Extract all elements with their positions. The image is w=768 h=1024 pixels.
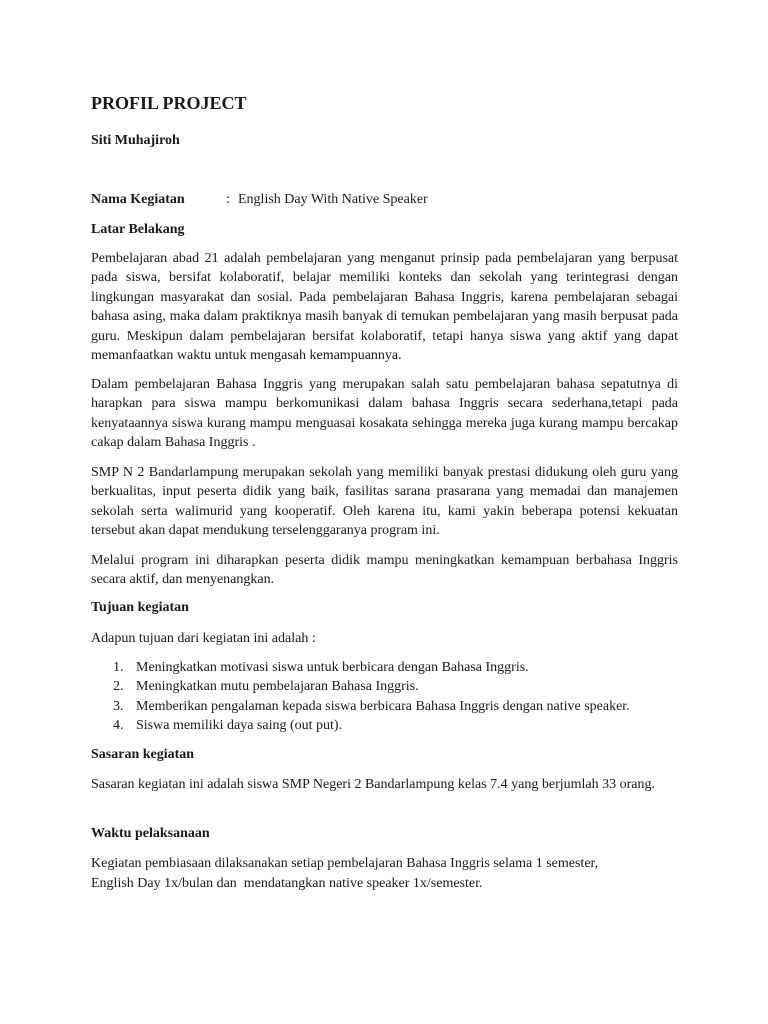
list-item-number: 1. (113, 660, 124, 675)
objectives-heading: Tujuan kegiatan (91, 600, 189, 615)
document-title: PROFIL PROJECT (91, 93, 247, 113)
list-item-text: Meningkatkan mutu pembelajaran Bahasa Inggris. (136, 679, 419, 695)
author-name: Siti Muhajiroh (91, 133, 180, 148)
target-paragraph: Sasaran kegiatan ini adalah siswa SMP Negeri 2 Bandarlampung kelas 7.4 yang berjumlah 33 orang. (91, 777, 656, 792)
schedule-heading: Waktu pelaksanaan (91, 826, 210, 841)
background-heading: Latar Belakang (91, 222, 185, 237)
background-paragraph-4: Melalui program ini diharapkan peserta didik mampu meningkatkan kemampuan berbahasa Inggris secara aktif, dan menyenangkan. (91, 553, 678, 588)
background-paragraph-1: Pembelajaran abad 21 adalah pembelajaran yang menganut prinsip pada pembelajaran yang berpusat pada siswa, bersifat kolaboratif, belajar memiliki konteks dan sekolah yang terintegrasi dengan lingkungan masyarakat dan sosial. Pada pembelajaran Bahasa Inggris, karena pembelajaran sebagai bahasa asing, maka dalam praktiknya masih banyak di temukan pembelajaran yang masih berpusat pada guru. Meskipun dalam pembelajaran bersifat kolaboratif, tetapi hanya siswa yang aktif yang dapat memanfaatkan waktu untuk mengasah kemampuannya. (91, 251, 678, 364)
list-item-text: Siswa memiliki daya saing (out put). (136, 718, 343, 734)
schedule-line-1: Kegiatan pembiasaan dilaksanakan setiap pembelajaran Bahasa Inggris selama 1 semester, (91, 856, 599, 871)
schedule-line-2: English Day 1x/bulan dan mendatangkan native speaker 1x/semester. (91, 876, 483, 891)
list-item (91, 716, 678, 735)
activity-name-separator: : (226, 192, 230, 207)
list-item-text: Memberikan pengalaman kepada siswa berbicara Bahasa Inggris dengan native speaker. (136, 698, 630, 714)
list-item-number: 2. (113, 679, 124, 695)
list-item (91, 677, 678, 696)
list-item-number: 3. (113, 698, 124, 714)
target-heading: Sasaran kegiatan (91, 747, 195, 762)
list-item-text: Meningkatkan motivasi siswa untuk berbicara dengan Bahasa Inggris. (136, 660, 529, 675)
background-paragraph-2: Dalam pembelajaran Bahasa Inggris yang merupakan salah satu pembelajaran bahasa sepatutnya di harapkan para siswa mampu berkomunikasi dalam bahasa Inggris secara sederhana,tetapi pada kenyataannya siswa kurang mampu menguasai kosakata sehingga mereka juga kurang mampu bercakap cakap dalam Bahasa Inggris . (91, 377, 678, 451)
background-paragraph-3: SMP N 2 Bandarlampung merupakan sekolah yang memiliki banyak prestasi didukung oleh guru yang berkualitas, input peserta didik yang baik, fasilitas sarana prasarana yang memadai dan manajemen sekolah serta walimurid yang kooperatif. Oleh karena itu, kami yakin beberapa potensi kekuatan tersebut akan dapat mendukung terselenggaranya program ini. (91, 465, 678, 539)
activity-name-value: English Day With Native Speaker (238, 192, 428, 207)
activity-name-label: Nama Kegiatan (91, 192, 185, 207)
objectives-list (91, 658, 678, 736)
objectives-intro: Adapun tujuan dari kegiatan ini adalah : (91, 631, 316, 646)
list-item-number: 4. (113, 718, 124, 734)
list-item (91, 697, 678, 716)
list-item (91, 658, 678, 677)
